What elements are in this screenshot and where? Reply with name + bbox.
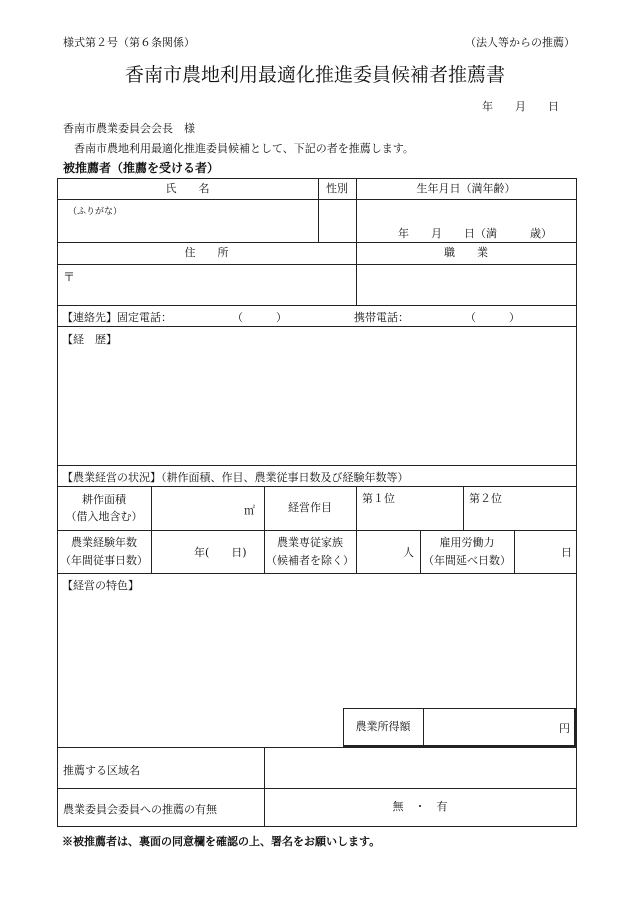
occupation-label: 職 業	[444, 246, 488, 260]
main-crop-label: 経営作目	[288, 501, 332, 515]
birthdate-label: 生年月日（満年齢）	[416, 181, 516, 195]
address-field[interactable]	[58, 265, 355, 304]
postal-mark: 〒	[63, 270, 76, 284]
mobile-field[interactable]: （ ）	[465, 311, 520, 324]
mobile-label: 携帯電話：	[354, 311, 409, 324]
form-type: （法人等からの推薦）	[465, 36, 575, 49]
area-unit[interactable]: ㎡	[244, 504, 255, 517]
date-line[interactable]: 年 月 日	[482, 100, 559, 113]
rank1-label: 第１位	[362, 492, 395, 505]
name-label: 氏 名	[165, 181, 210, 195]
occupation-field[interactable]	[357, 265, 575, 304]
income-label: 農業所得額	[355, 720, 411, 734]
page-title: 香南市農地利用最適化推進委員候補者推薦書	[124, 64, 505, 86]
labor-label: 雇用労働力 （年間延べ日数）	[423, 536, 511, 567]
income-field[interactable]: 円	[559, 722, 570, 735]
phone-field[interactable]: （ ）	[232, 311, 287, 324]
addressee: 香南市農業委員会会長 様	[63, 122, 195, 135]
rank2-label: 第２位	[469, 492, 502, 505]
region-label: 推薦する区域名	[63, 764, 140, 777]
footer-note: ※被推薦者は、裏面の同意欄を確認の上、署名をお願いします。	[62, 835, 381, 848]
region-field[interactable]	[265, 748, 575, 787]
career-label: 【経 歴】	[62, 333, 117, 346]
cultivated-area-label: 耕作面積 （借入地含む）	[65, 492, 143, 523]
intro-text: 香南市農地利用最適化推進委員候補として、下記の者を推薦します。	[74, 142, 414, 155]
family-field[interactable]: 人	[403, 546, 414, 559]
birthdate-field[interactable]: 年 月 日（満 歳）	[398, 227, 552, 240]
section-title: 被推薦者（推薦を受ける者）	[63, 161, 220, 175]
labor-field[interactable]: 日	[561, 546, 572, 559]
experience-field[interactable]: 年( 日)	[194, 546, 247, 559]
gender-field[interactable]	[319, 200, 355, 241]
address-label: 住 所	[184, 246, 229, 260]
form-number: 様式第２号（第６条関係）	[63, 36, 195, 49]
gender-label: 性別	[326, 181, 348, 195]
furigana-label: （ふりがな）	[68, 207, 123, 217]
farm-status-label: 【農業経営の状況】（耕作面積、作目、農業従事日数及び経験年数等）	[62, 471, 409, 484]
recommend-options[interactable]: 無 ・ 有	[392, 800, 448, 814]
recommend-label: 農業委員会委員への推薦の有無	[63, 803, 217, 816]
name-field[interactable]	[58, 200, 317, 241]
features-label: 【経営の特色】	[62, 579, 139, 592]
career-field[interactable]	[58, 347, 575, 463]
features-field[interactable]	[58, 593, 342, 746]
experience-label: 農業経験年数 （年間従事日数）	[60, 536, 148, 567]
contact-label: 【連絡先】固定電話：	[62, 311, 172, 324]
family-label: 農業専従家族 （候補者を除く）	[266, 536, 354, 567]
